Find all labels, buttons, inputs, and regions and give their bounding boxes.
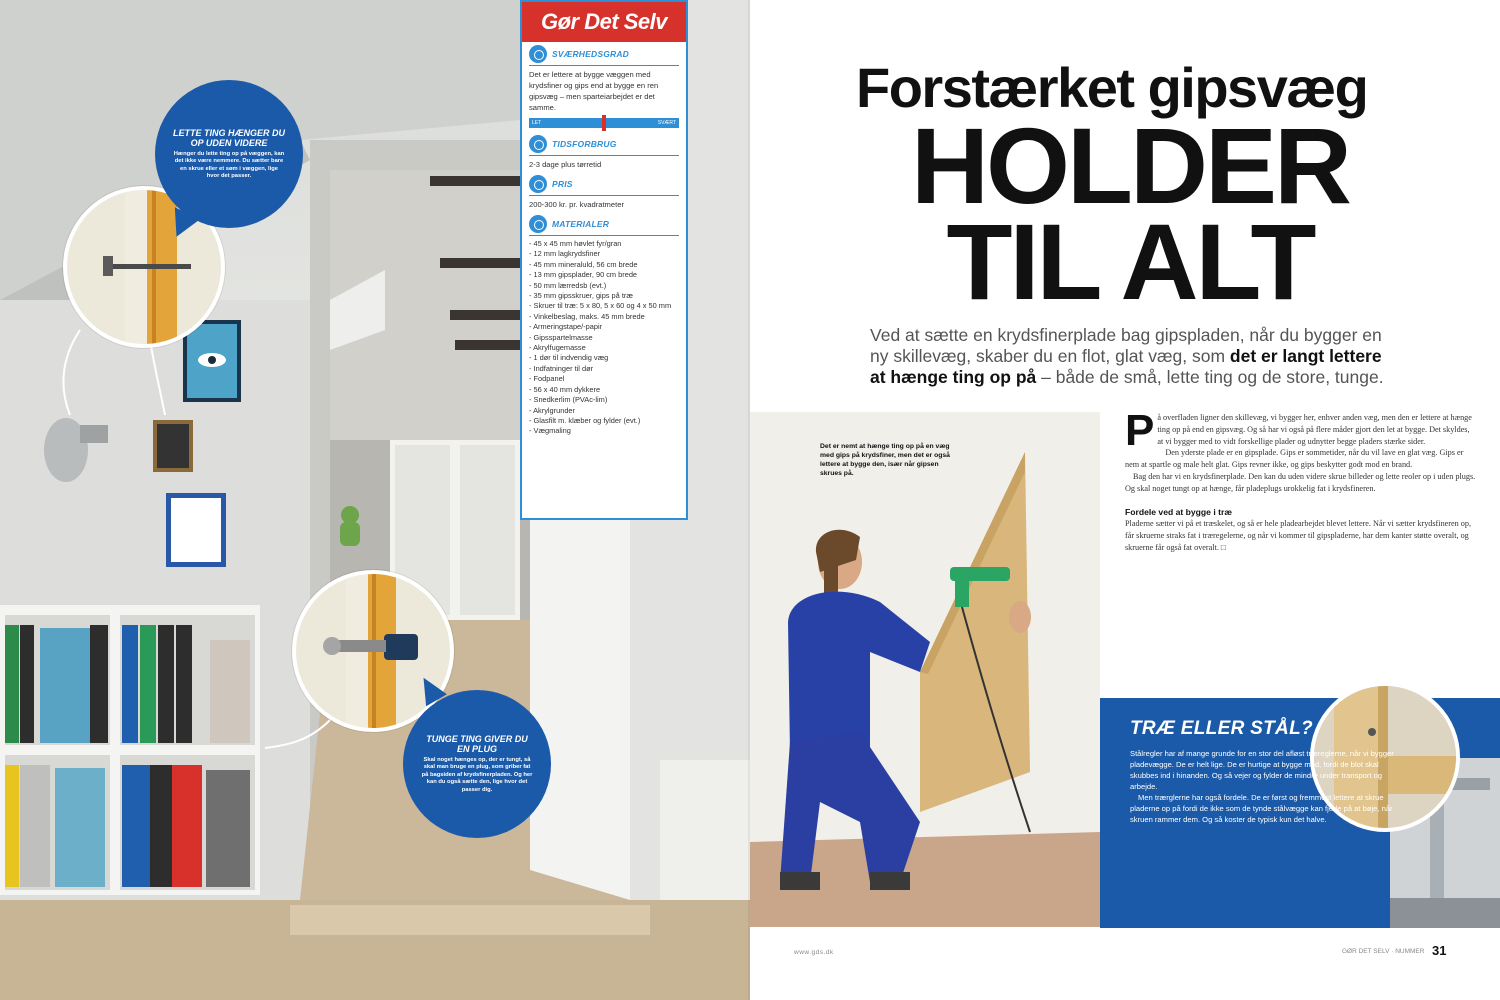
difficulty-scale-right: SVÆRT	[657, 120, 676, 126]
lead-bold: det er langt lettere at hænge ting op på	[870, 346, 1382, 387]
material-item: - 56 x 40 mm dykkere	[529, 385, 679, 395]
material-item: - 45 x 45 mm høvlet fyr/gran	[529, 239, 679, 249]
material-item: - 35 mm gipsskruer, gips på træ	[529, 291, 679, 301]
body-paragraph-4: Pladerne sætter vi på et træskelet, og så er hele pladearbejdet blevet lettere. Når vi sætter krydsfineren op, får skruerne straks fat i træregelerne, og når vi kommer til gipspladerne, har dem kanter støtte overalt, og skruerne får også fat overalt. □	[1125, 519, 1472, 552]
time-header	[529, 135, 679, 156]
material-item: - Skruer til træ: 5 x 80, 5 x 60 og 4 x 50 mm	[529, 301, 679, 311]
material-item: - Glasfilt m. klæber og fylder (evt.)	[529, 416, 679, 426]
article-kicker: Forstærket gipsvæg	[856, 56, 1368, 119]
difficulty-title: SVÆRHEDSGRAD	[552, 49, 630, 59]
brand-logo: Gør Det Selv	[522, 2, 686, 42]
headline-line-1: HOLDER	[911, 105, 1349, 226]
lead-end: – både de små, lette ting og de store, tunge.	[1036, 367, 1384, 387]
difficulty-section	[522, 42, 686, 132]
material-item: - Akrylfugemasse	[529, 343, 679, 353]
materials-title: MATERIALER	[552, 219, 610, 229]
article-headline	[900, 105, 1360, 322]
bubble-light-title: LETTE TING HÆNGER DU OP UDEN VIDERE	[173, 127, 285, 148]
info-bubble-heavy-items	[403, 690, 551, 838]
clock-icon	[529, 135, 547, 153]
difficulty-marker	[602, 115, 606, 131]
material-item: - 45 mm mineraluld, 56 cm brede	[529, 260, 679, 270]
material-item: - 12 mm lagkrydsfiner	[529, 249, 679, 259]
worker-photo	[750, 412, 1100, 927]
factbox-text	[1130, 748, 1398, 825]
footer-magazine: GØR DET SELV · NUMMER	[1342, 948, 1425, 955]
material-item: - Indfatninger til dør	[529, 364, 679, 374]
material-item: - Vægmaling	[529, 426, 679, 436]
difficulty-scale	[529, 118, 679, 128]
footer-url: www.gds.dk	[794, 949, 834, 956]
material-item: - Gipsspartelmasse	[529, 333, 679, 343]
photo-caption: Det er nemt at hænge ting op på en væg med gips på krydsfiner, men det er også lettere at bygge den, især når gipsen skrues på.	[820, 443, 950, 477]
factbox-paragraph-2: Men trærglerne har også fordele. De er først og fremmest lettere at skrue pladerne op på fordi de ikke som de tynde stålvægge kan fjede på at bøje, når skruen rammer dem. Og så koster de typisk kun det halve.	[1130, 793, 1393, 824]
lead-start: Ved at sætte en krydsfinerplade bag gipspladen, når du bygger en ny skillevæg, skaber du en flot, glat væg, som	[870, 325, 1382, 366]
right-page-article	[750, 0, 1500, 1000]
article-body	[1125, 406, 1477, 554]
drop-cap: P	[1125, 406, 1155, 455]
page-number: 31	[1432, 943, 1447, 958]
price-title: PRIS	[552, 179, 573, 189]
difficulty-icon	[529, 45, 547, 63]
material-item: - 50 mm lærredsb (evt.)	[529, 281, 679, 291]
price-header	[529, 175, 679, 196]
info-bubble-light-items	[155, 80, 303, 228]
price-text: 200-300 kr. pr. kvadratmeter	[529, 200, 624, 209]
tools-icon	[529, 215, 547, 233]
material-item: - 13 mm gipsplader, 90 cm brede	[529, 270, 679, 280]
factbox-paragraph-1: Stålregler har af mange grunde for en stor del afløst træreglerne, når vi bygger pladevægge. De er helt lige. De er hurtige at bygge med, fordi de blot skal skubbes ind i hinanden. Og så vejer og fylder de mindre under transport og arbejde.	[1130, 749, 1394, 791]
material-item: - Vinkelbeslag, maks. 45 mm brede	[529, 312, 679, 322]
headline-line-2: TIL ALT	[946, 201, 1314, 322]
coin-icon	[529, 175, 547, 193]
materials-section	[522, 212, 686, 439]
difficulty-text: Det er lettere at bygge væggen med krydsfiner og gips end at bygge en ren gipsvæg – men sparteiarbejdet er det samme.	[529, 70, 659, 112]
material-item: - 1 dør til indvendig væg	[529, 353, 679, 363]
time-title: TIDSFORBRUG	[552, 139, 617, 149]
time-section	[522, 132, 686, 172]
materials-list	[529, 239, 679, 437]
bubble-heavy-title: TUNGE TING GIVER DU EN PLUG	[426, 733, 528, 754]
body-subheading: Fordele ved at bygge i træ	[1125, 506, 1232, 517]
time-text: 2-3 dage plus tørretid	[529, 160, 602, 169]
project-info-sidebar	[520, 0, 688, 520]
material-item: - Fodpanel	[529, 374, 679, 384]
article-lead	[870, 325, 1400, 388]
bubble-light-text: Hænger du lette ting op på væggen, kan det ikke være nemmere. Du sætter bare en skrue eller et søm i væggen, lige hvor det passer.	[173, 150, 285, 179]
material-item: - Snedkerlim (PVAc-lim)	[529, 395, 679, 405]
body-paragraph-1	[1125, 406, 1477, 455]
factbox-title: TRÆ ELLER STÅL?	[1130, 718, 1313, 739]
difficulty-header	[529, 45, 679, 66]
material-item: - Akrylgrunder	[529, 406, 679, 416]
body-paragraph-2: Den yderste plade er en gipsplade. Gips er sommetider, når du vil lave en glat væg. Gips er nem at spartle og male helt glat. Gips revner ikke, og gips beskytter godt mod en brand.	[1125, 448, 1464, 470]
difficulty-scale-left: LET	[532, 120, 542, 126]
price-section	[522, 172, 686, 212]
body-paragraph-3: Bag den har vi en krydsfinerplade. Den kan du uden videre skrue billeder og lette reoler op i uden plugs. Og skal noget tungt op at hænge, får pladeplugs urokkelig fat i krydsfineren.	[1125, 471, 1476, 493]
body-text-1: å overfladen ligner den skillevæg, vi bygger her, enhver anden væg, men den er lettere at hænge ting op på end en gipsvæg. Og så har vi også på flere måder gjort den let at bygge. Det skyldes, at vi bygger med to vidt forskellige plader og udnytter begge pladers stærke sider.	[1157, 413, 1472, 446]
bubble-heavy-text: Skal noget hænges op, der er tungt, så skal man bruge en plug, som griber fat på bagsiden af krydsfinerpladen. Og her kan du også sætte den, lige hvor det passer dig.	[421, 756, 533, 793]
material-item: - Armeringstape/-papir	[529, 322, 679, 332]
factbox-wood-or-steel	[1100, 698, 1500, 928]
materials-header	[529, 215, 679, 236]
